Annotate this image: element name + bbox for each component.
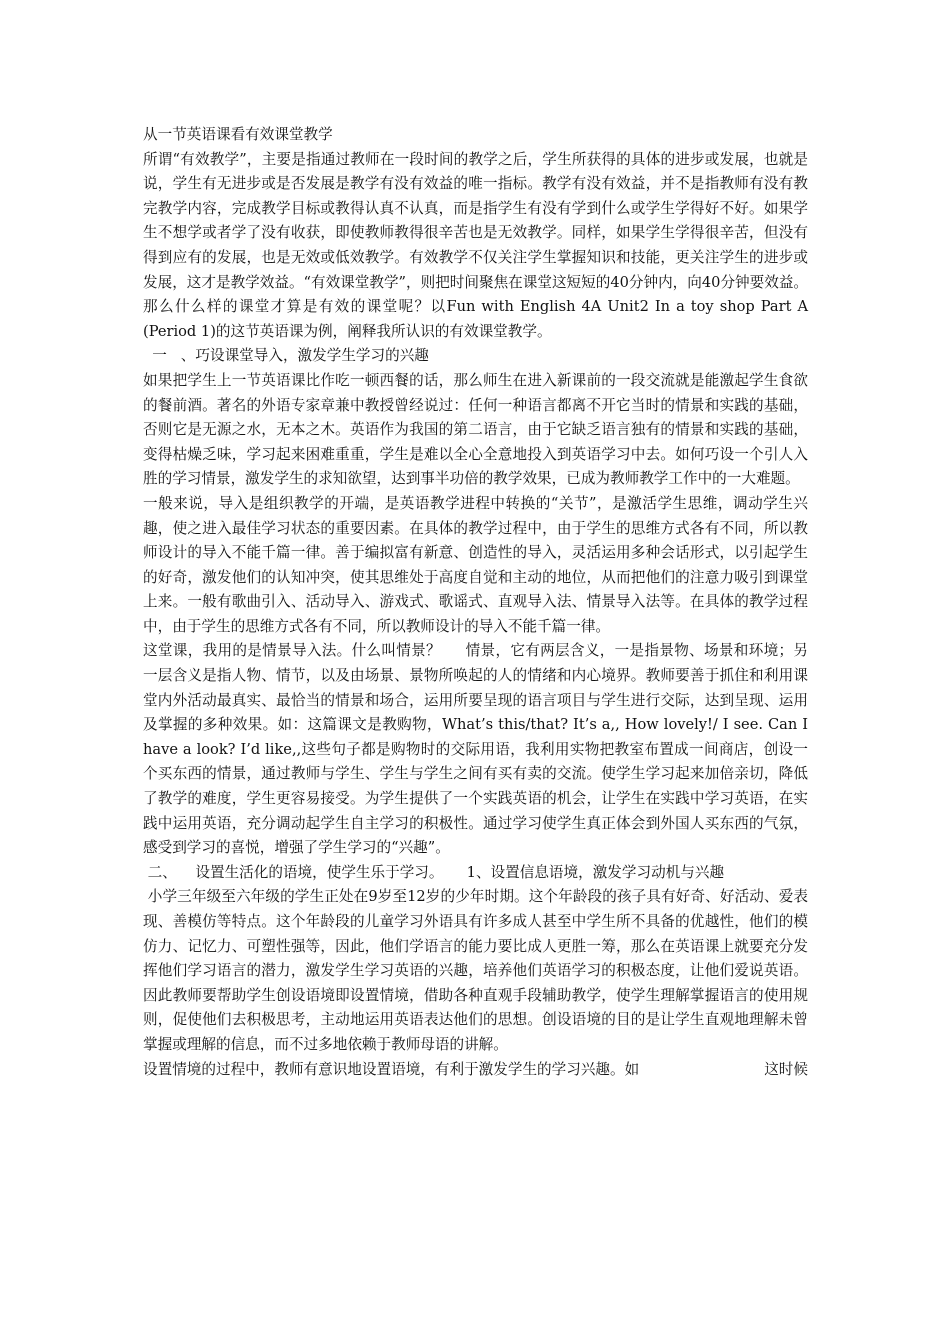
document-page: [143, 123, 813, 1082]
paragraph-lesson-intro: 如果把学生上一节英语课比作吃一顿西餐的话，那么师生在进入新课前的一段交流就是能激起学生食欲的餐前酒。著名的外语专家章兼中教授曾经说过：任何一种语言都离不开它当时的情景和实践的基础，否则它是无源之水，无本之木。英语作为我国的第二语言，由于它缺乏语言独有的情景和实践的基础，变得枯燥乏味，学习起来困难重重，学生是难以全心全意地投入到英语学习中去。如何巧设一个引人入胜的学习情景，激发学生的求知欲望，达到事半功倍的教学效果，已成为教师教学工作中的一大难题。: [143, 371, 808, 488]
last-line-left: 设置情境的过程中，教师有意识地设置语境，有利于激发学生的学习兴趣。如: [143, 1060, 640, 1078]
paragraph-lead-in: 一般来说，导入是组织教学的开端，是英语教学进程中转换的“关节”，是激活学生思维，调动学生兴趣，使之进入最佳学习状态的重要因素。在具体的教学过程中，由于学生的思维方式各有不同，所以教师设计的导入不能千篇一律。善于编拟富有新意、创造性的导入，灵活运用多种会话形式，以引起学生的好奇，激发他们的认知冲突，使其思维处于高度自觉和主动的地位，从而把他们的注意力吸引到课堂上来。一般有歌曲引入、活动导入、游戏式、歌谣式、直观导入法、情景导入法等。在具体的教学过程中，由于学生的思维方式各有不同，所以教师设计的导入不能千篇一律。: [143, 494, 808, 635]
document-title: 从一节英语课看有效课堂教学: [143, 126, 333, 143]
paragraph-effective-teaching: 所谓“有效教学”，主要是指通过教师在一段时间的教学之后，学生所获得的具体的进步或发展，也就是说，学生有无进步或是否发展是教学有没有效益的唯一指标。教学有没有效益，并不是指教师有没有教完教学内容，完成教学目标或教得认真不认真，而是指学生有没有学到什么或学生学得好不好。如果学生不想学或者学了没有收获，即使教师教得很辛苦也是无效教学。同样，如果学生学得很辛苦，但没有得到应有的发展，也是无效或低效教学。有效教学不仅关注学生掌握知识和技能，更关注学生的进步或发展，这才是教学效益。“有效课堂教学”，则把时间聚焦在课堂这短短的40分钟内，向40分钟要效益。: [143, 150, 809, 291]
paragraph-young-learners: 小学三年级至六年级的学生正处在9岁至12岁的少年时期。这个年龄段的孩子具有好奇、好活动、爱表现、善模仿等特点。这个年龄段的儿童学习外语具有许多成人甚至中学生所不具备的优越性，他们的模仿力、记忆力、可塑性强等，因此，他们学语言的能力要比成人更胜一筹，那么在英语课上就要充分发挥他们学习语言的潜力，激发学生学习英语的兴趣，培养他们英语学习的积极态度，让他们爱说英语。因此教师要帮助学生创设语境即设置情境，借助各种直观手段辅助教学，使学生理解掌握语言的使用规则，促使他们去积极思考，主动地运用英语表达他们的思想。创设语境的目的是让学生直观地理解未曾掌握或理解的信息，而不过多地依赖于教师母语的讲解。: [143, 888, 808, 1053]
paragraph-effective-classroom: 那么什么样的课堂才算是有效的课堂呢？以Fun with English 4A Unit2 In a toy shop Part A (Period 1)的这节英语课为例，阐释我所认识的有效课堂教学。: [143, 298, 808, 340]
paragraph-last-line: [143, 1058, 808, 1083]
section-heading-1: 一 、巧设课堂导入，激发学生学习的兴趣: [143, 347, 429, 365]
paragraph-situation-method: 这堂课，我用的是情景导入法。什么叫情景？ 情景，它有两层含义，一是指景物、场景和环境；另一层含义是指人物、情节，以及由场景、景物所唤起的人的情绪和内心境界。教师要善于抓住和利用课堂内外活动最真实、最恰当的情景和场合，运用所要呈现的语言项目与学生进行交际，达到呈现、运用及掌握的多种效果。如：这篇课文是教购物，What’s this/that? It’s a,, How lovely!/ I see. Can I have a look? I’d like,,这些句子都是购物时的交际用语，我利用实物把教室布置成一间商店，创设一个买东西的情景，通过教师与学生、学生与学生之间有买有卖的交流。使学生学习起来加倍亲切，降低了教学的难度，学生更容易接受。为学生提供了一个实践英语的机会，让学生在实践中学习英语，在实践中运用英语，充分调动起学生自主学习的积极性。通过学习使学生真正体会到外国人买东西的气氛，感受到学习的喜悦，增强了学生学习的“兴趣”。: [143, 642, 813, 857]
last-line-right: 这时候: [764, 1060, 808, 1078]
section-heading-2: 二、 设置生活化的语境，使学生乐于学习。 1、设置信息语境，激发学习动机与兴趣: [143, 863, 725, 881]
